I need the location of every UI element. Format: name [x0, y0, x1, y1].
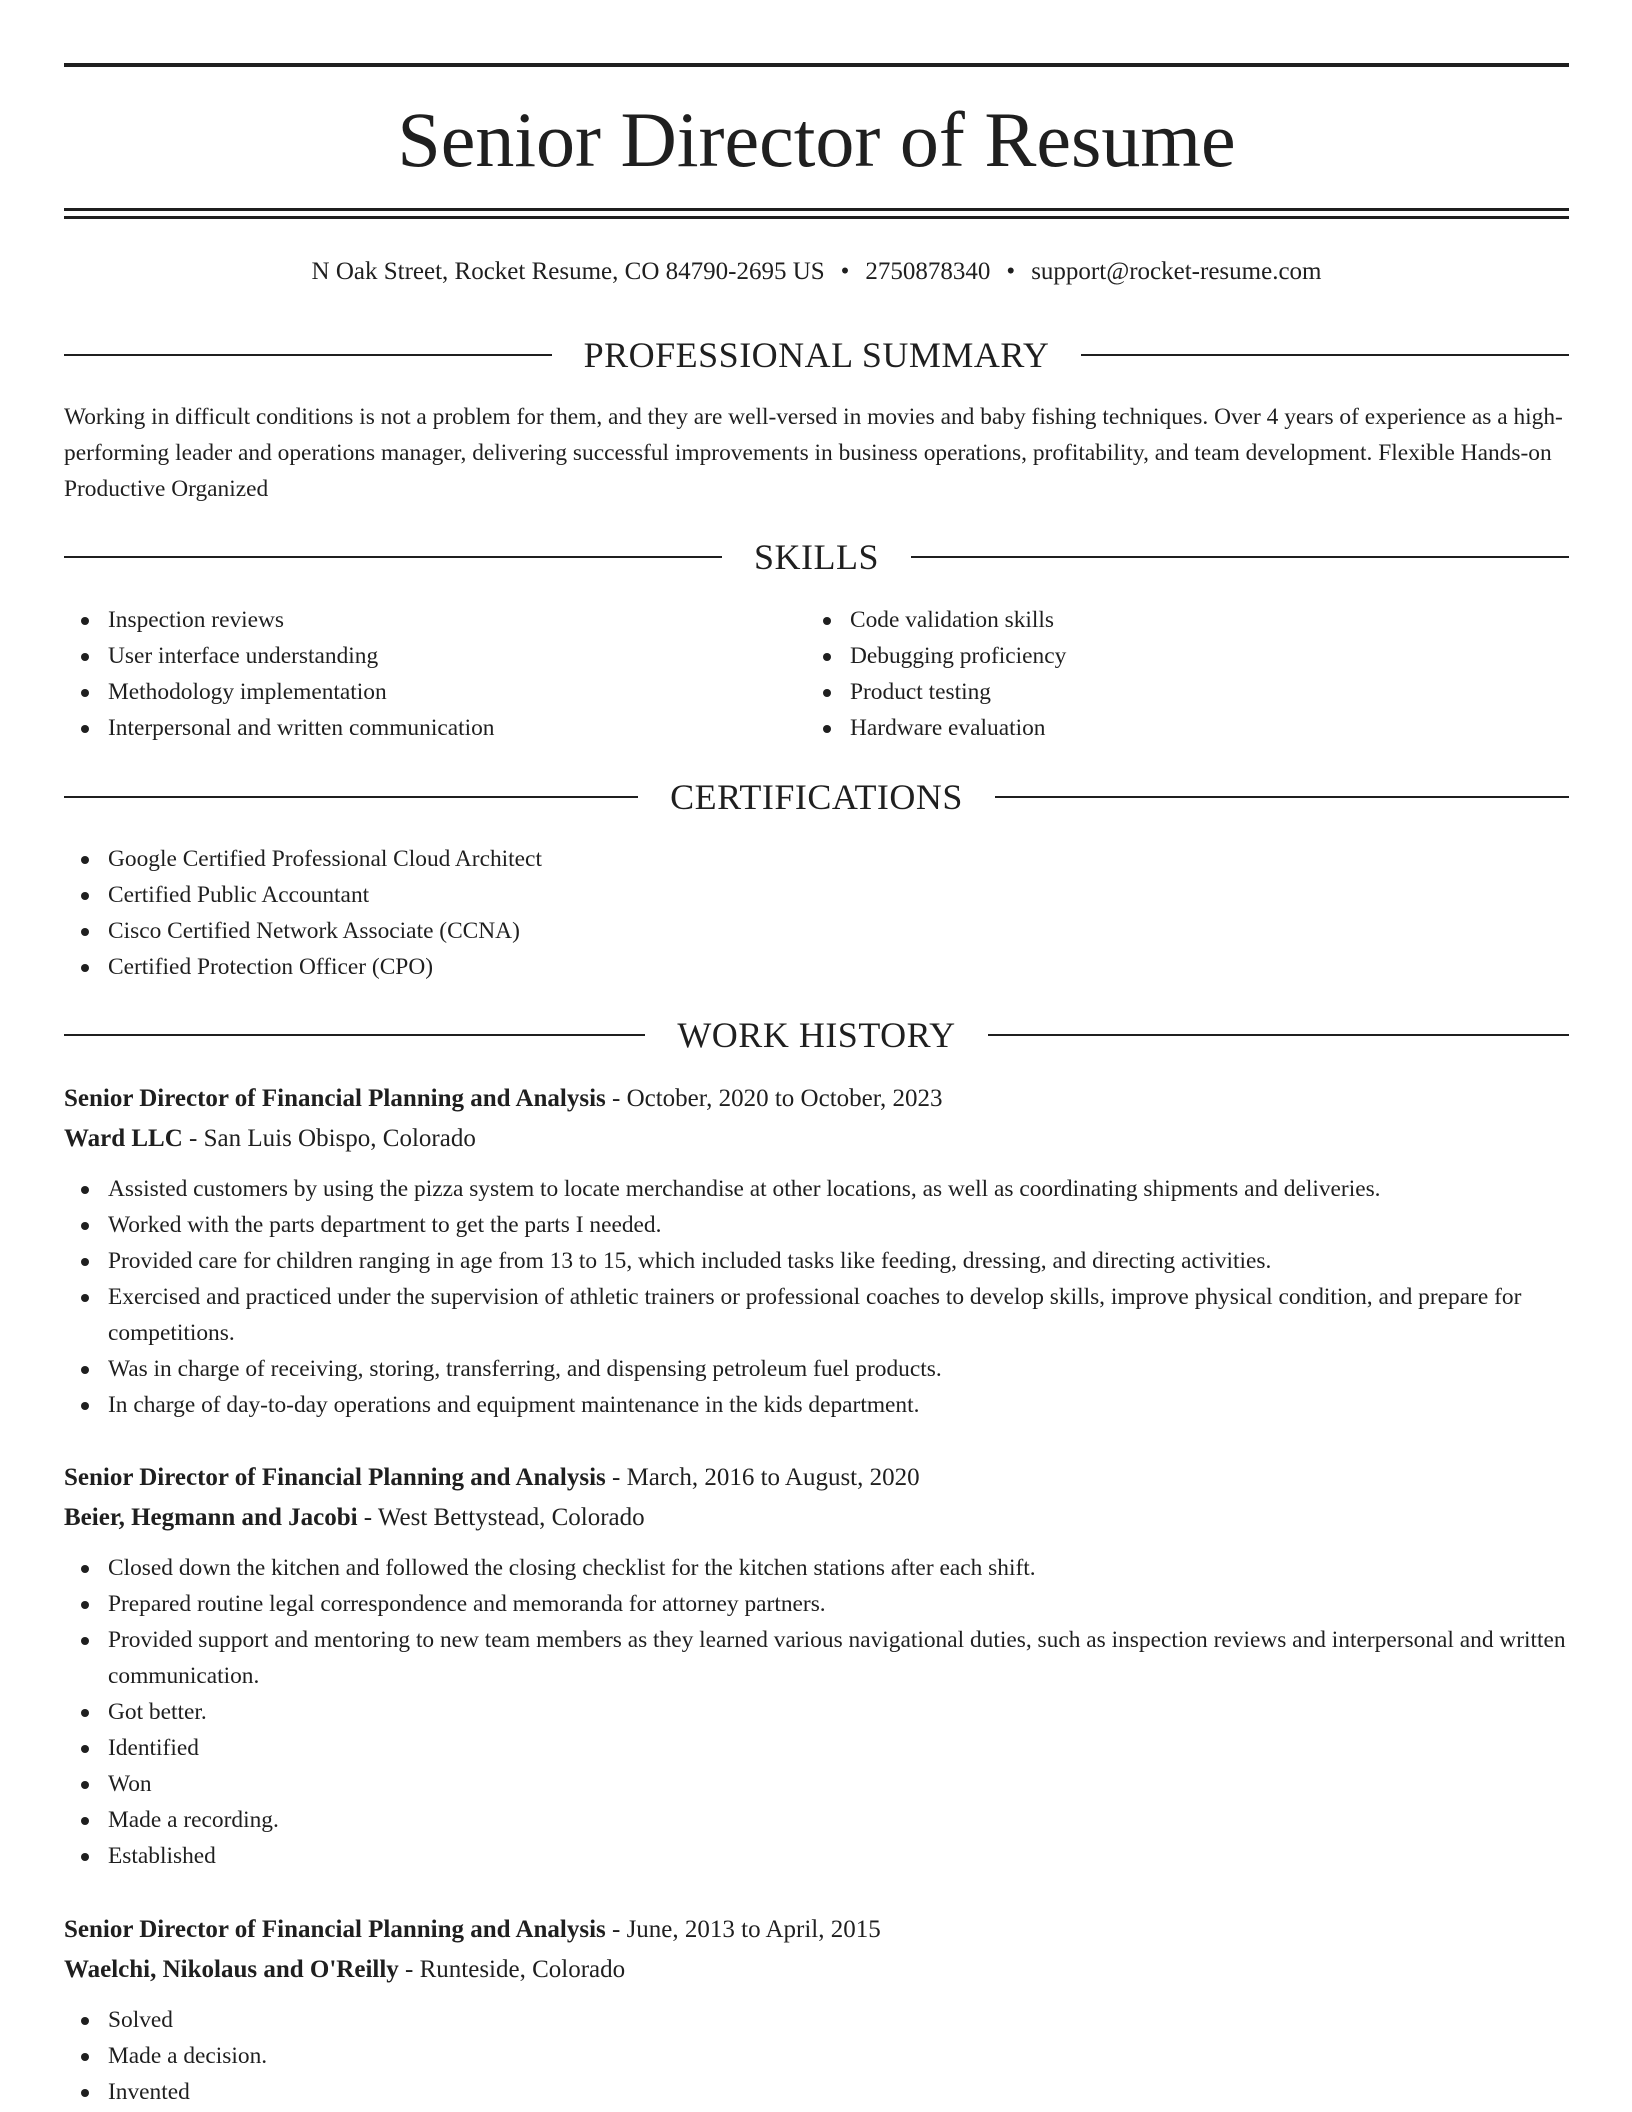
skills-list-right — [806, 602, 1546, 746]
job-company: Beier, Hegmann and Jacobi — [64, 1504, 358, 1531]
job-bullet: Got better. — [64, 1694, 1569, 1730]
job-bullet: In charge of day-to-day operations and equipment maintenance in the kids department. — [64, 1387, 1569, 1423]
job-company: Ward LLC — [64, 1125, 183, 1152]
job-dates: March, 2016 to August, 2020 — [626, 1464, 920, 1491]
heading-rule-left — [64, 354, 552, 356]
job-dates: June, 2013 to April, 2015 — [626, 1916, 881, 1943]
certifications-list — [64, 841, 1569, 985]
heading-rule-right — [911, 556, 1569, 558]
heading-rule-right — [995, 796, 1569, 798]
job-title: Senior Director of Financial Planning and Analysis — [64, 1085, 606, 1112]
job-bullet: Identified — [64, 1730, 1569, 1766]
contact-line — [64, 255, 1569, 289]
job-bullet: Made a decision. — [64, 2038, 1569, 2074]
job-bullet: Prepared routine legal correspondence and memoranda for attorney partners. — [64, 1586, 1569, 1622]
job-bullet: Worked with the parts department to get the parts I needed. — [64, 1207, 1569, 1243]
job-title-line: Senior Director of Financial Planning and Analysis - March, 2016 to August, 2020 — [64, 1464, 920, 1491]
job-dates: October, 2020 to October, 2023 — [626, 1085, 943, 1112]
contact-phone: 2750878340 — [865, 258, 991, 285]
job-bullet: Won — [64, 1766, 1569, 1802]
certification-item: Certified Protection Officer (CPO) — [64, 949, 1569, 985]
heading-rule-left — [64, 556, 722, 558]
job-bullet: Solved — [64, 2002, 1569, 2038]
job-bullet: Invented — [64, 2074, 1569, 2110]
contact-address: N Oak Street, Rocket Resume, CO 84790-2695 US — [311, 258, 825, 285]
skill-item: Code validation skills — [806, 602, 1546, 638]
job-bullet: Exercised and practiced under the supervision of athletic trainers or professional coaches to develop skills, improve physical condition, and prepare for competitions. — [64, 1279, 1569, 1351]
job-bullet: Made a recording. — [64, 1802, 1569, 1838]
summary-heading-label: PROFESSIONAL SUMMARY — [583, 335, 1050, 375]
job-bullet: Provided support and mentoring to new team members as they learned various navigational duties, such as inspection reviews and interpersonal and written communication. — [64, 1622, 1569, 1694]
job-bullet: Provided care for children ranging in age from 13 to 15, which included tasks like feeding, dressing, and directing activities. — [64, 1243, 1569, 1279]
skills-list-left — [64, 602, 804, 746]
contact-separator: • — [1006, 258, 1016, 285]
job-entry — [64, 1910, 1569, 2110]
summary-text: Working in difficult conditions is not a problem for them, and they are well-versed in movies and baby fishing techniques. Over 4 years of experience as a high-performing leader and operations manager, delivering successful improvements in business operations, profitability, and team development. Flexible Hands-on Productive Organized — [64, 404, 1563, 502]
job-bullet: Assisted customers by using the pizza system to locate merchandise at other locations, as well as coordinating shipments and deliveries. — [64, 1171, 1569, 1207]
certification-item: Certified Public Accountant — [64, 877, 1569, 913]
job-title: Senior Director of Financial Planning and Analysis — [64, 1464, 606, 1491]
skill-item: Product testing — [806, 674, 1546, 710]
title-rule-lower — [64, 216, 1569, 219]
job-company-line: Ward LLC - San Luis Obispo, Colorado — [64, 1125, 476, 1152]
certifications-heading — [64, 775, 1569, 819]
certification-item: Cisco Certified Network Associate (CCNA) — [64, 913, 1569, 949]
job-company: Waelchi, Nikolaus and O'Reilly — [64, 1956, 399, 1983]
skill-item: Debugging proficiency — [806, 638, 1546, 674]
contact-separator: • — [840, 258, 850, 285]
job-entry — [64, 1458, 1569, 1874]
job-location: West Bettystead, Colorado — [377, 1504, 645, 1531]
job-location: San Luis Obispo, Colorado — [203, 1125, 476, 1152]
job-title: Senior Director of Financial Planning and Analysis — [64, 1916, 606, 1943]
job-location: Runteside, Colorado — [419, 1956, 626, 1983]
heading-rule-right — [1081, 354, 1569, 356]
title-rule-upper — [64, 208, 1569, 211]
skills-heading-label: SKILLS — [754, 537, 880, 577]
job-company-line: Beier, Hegmann and Jacobi - West Bettystead, Colorado — [64, 1504, 645, 1531]
skill-item: User interface understanding — [64, 638, 804, 674]
job-title-line: Senior Director of Financial Planning and Analysis - June, 2013 to April, 2015 — [64, 1916, 881, 1943]
resume-title: Senior Director of Resume — [397, 96, 1236, 183]
job-title-line: Senior Director of Financial Planning and Analysis - October, 2020 to October, 2023 — [64, 1085, 943, 1112]
skill-item: Inspection reviews — [64, 602, 804, 638]
top-rule — [64, 63, 1569, 67]
skill-item: Methodology implementation — [64, 674, 804, 710]
skills-heading — [64, 535, 1569, 579]
job-bullets — [64, 1171, 1569, 1423]
contact-email: support@rocket-resume.com — [1031, 258, 1322, 285]
job-bullets — [64, 1550, 1569, 1874]
work-history-heading — [64, 1013, 1569, 1057]
heading-rule-left — [64, 1034, 645, 1036]
heading-rule-right — [988, 1034, 1569, 1036]
certification-item: Google Certified Professional Cloud Architect — [64, 841, 1569, 877]
job-bullets — [64, 2002, 1569, 2110]
work-history-heading-label: WORK HISTORY — [677, 1015, 956, 1055]
job-entry — [64, 1079, 1569, 1423]
job-company-line: Waelchi, Nikolaus and O'Reilly - Runteside, Colorado — [64, 1956, 626, 1983]
heading-rule-left — [64, 796, 638, 798]
certifications-heading-label: CERTIFICATIONS — [670, 777, 963, 817]
job-bullet: Was in charge of receiving, storing, transferring, and dispensing petroleum fuel products. — [64, 1351, 1569, 1387]
skill-item: Hardware evaluation — [806, 710, 1546, 746]
job-bullet: Established — [64, 1838, 1569, 1874]
job-bullet: Closed down the kitchen and followed the closing checklist for the kitchen stations after each shift. — [64, 1550, 1569, 1586]
summary-heading — [64, 333, 1569, 377]
skill-item: Interpersonal and written communication — [64, 710, 804, 746]
